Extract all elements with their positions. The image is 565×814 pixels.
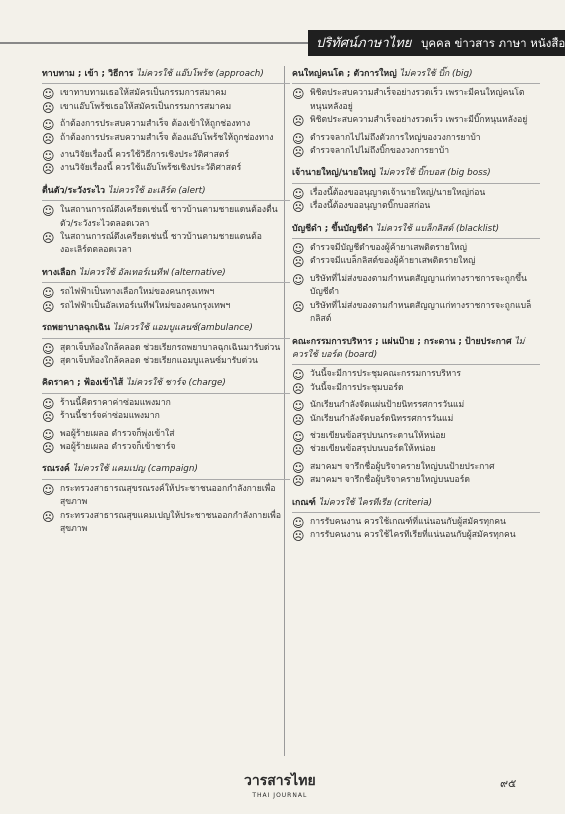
logo-main-text: วารสารไทย	[244, 773, 316, 789]
example-text: ถ้าต้องการประสบความสำเร็จ ต้องเข้าให้ถูกช่องทาง	[60, 119, 251, 130]
sad-face-icon: ☹	[292, 145, 305, 160]
sad-face-icon: ☹	[292, 529, 305, 544]
example-pair	[42, 397, 290, 424]
smiley-face-icon: ☺	[42, 286, 55, 301]
example-text: การรับคนงาน ควรใช้ไครทีเรียที่แน่นอนกับผู้สมัครทุกคน	[310, 530, 516, 541]
example-pair	[292, 273, 540, 327]
entry-heading	[292, 497, 540, 513]
example-text: ตำรวจมีแบล็กลิสต์ของผู้ค้ายาเสพติดรายใหญ่	[310, 256, 476, 267]
footer-logo	[244, 770, 316, 798]
entry-note: ไม่ควรใช้ แคมเปญ (campaign)	[72, 464, 198, 475]
sad-face-icon: ☹	[42, 354, 55, 369]
sad-face-icon: ☹	[292, 412, 305, 427]
incorrect-example	[292, 413, 540, 426]
example-text: ตำรวจลากไปไม่ถึงตัวการใหญ่ของวงการยาบ้า	[310, 132, 481, 143]
smiley-face-icon: ☺	[292, 242, 305, 257]
incorrect-example	[42, 355, 290, 368]
smiley-face-icon: ☺	[42, 149, 55, 164]
example-text: บริษัทที่ไม่ส่งของตามกำหนดสัญญาแก่ทางราชการจะถูกแบล็กลิสต์	[310, 300, 532, 325]
entry-term: บัญชีดำ ; ขึ้นบัญชีดำ	[292, 223, 374, 234]
smiley-face-icon: ☺	[42, 118, 55, 133]
smiley-face-icon: ☺	[292, 399, 305, 414]
entry-heading	[42, 68, 290, 84]
entry-note: ไม่ควรใช้ ชาร์จ (charge)	[126, 378, 226, 389]
incorrect-example	[42, 231, 290, 258]
correct-example	[42, 397, 290, 410]
smiley-face-icon: ☺	[42, 427, 55, 442]
example-text: พิชิตประสบความสำเร็จอย่างรวดเร็ว เพราะมีบิ๊กหนุนหลังอยู่	[310, 115, 528, 126]
entry-heading	[292, 336, 540, 366]
example-text: ในสถานการณ์ตึงเครียดเช่นนี้ ชาวบ้านตามชายแดนต้องตื่นตัว/ระวังระไวตลอดเวลา	[60, 205, 278, 229]
correct-example	[292, 461, 540, 474]
example-text: งานวิจัยเรื่องนี้ ควรใช้วิธีการเชิงประวัติศาสตร์	[60, 150, 230, 161]
example-pair	[42, 118, 290, 145]
incorrect-example	[292, 474, 540, 487]
entry-note: ไม่ควรใช้ แอมบูแลนซ์(ambulance)	[113, 323, 253, 334]
incorrect-example	[292, 200, 540, 213]
example-pair	[292, 132, 540, 159]
example-pair	[292, 368, 540, 395]
incorrect-example	[292, 114, 540, 127]
entry-note: ไม่ควรใช้ บิ๊ก (big)	[399, 69, 473, 79]
example-text: ถ้าต้องการประสบความสำเร็จ ต้องแอ๊บโพร้ชให้ถูกช่องทาง	[60, 132, 274, 143]
smiley-face-icon: ☺	[42, 341, 55, 356]
entry-note: ไม่ควรใช้ ไครทีเรีย (criteria)	[318, 497, 433, 508]
header-rule	[0, 42, 308, 44]
dictionary-entry	[42, 68, 290, 176]
example-pair	[42, 204, 290, 258]
entry-note: ไม่ควรใช้ แบล็กลิสต์ (blacklist)	[375, 223, 500, 234]
dictionary-entry	[42, 322, 290, 368]
example-pair	[292, 187, 540, 214]
entry-note: ไม่ควรใช้ บิ๊กบอส (big boss)	[378, 168, 491, 179]
example-pair	[42, 342, 290, 369]
example-text: เขาทาบทามเธอให้สมัครเป็นกรรมการสมาคม	[60, 88, 227, 99]
entry-heading	[292, 223, 540, 239]
correct-example	[292, 87, 540, 114]
example-text: เรื่องนี้ต้องขออนุญาตบิ๊กบอสก่อน	[310, 201, 431, 212]
incorrect-example	[292, 255, 540, 268]
entry-heading	[292, 68, 540, 84]
entry-term: ตื่นตัว/ระวังระไว	[42, 185, 106, 196]
sad-face-icon: ☹	[292, 255, 305, 270]
smiley-face-icon: ☺	[42, 396, 55, 411]
example-text: เขาแอ๊บโพร้ชเธอให้สมัครเป็นกรรมการสมาคม	[60, 101, 232, 112]
entry-note: ไม่ควรใช้ บอร์ด (board)	[292, 336, 525, 360]
example-text: ช่วยเขียนข้อสรุปบนบอร์ดให้หน่อย	[310, 444, 436, 455]
example-pair	[292, 87, 540, 127]
dictionary-entry	[292, 336, 540, 488]
entry-heading	[42, 267, 290, 283]
example-pair	[42, 286, 290, 313]
incorrect-example	[42, 162, 290, 175]
correct-example	[42, 149, 290, 162]
example-text: พอผู้ร้ายเผลอ ตำรวจก็พุ่งเข้าใส่	[60, 428, 175, 439]
example-text: พอผู้ร้ายเผลอ ตำรวจก็เข้าชาร์จ	[60, 441, 176, 452]
incorrect-example	[42, 441, 290, 454]
page-number: ๙๕	[500, 777, 517, 790]
correct-example	[42, 483, 290, 510]
correct-example	[292, 187, 540, 200]
smiley-face-icon: ☺	[42, 482, 55, 497]
correct-example	[42, 342, 290, 355]
example-text: การรับคนงาน ควรใช้เกณฑ์ที่แน่นอนกับผู้สมัครทุกคน	[310, 516, 506, 527]
example-text: สุดาเจ็บท้องใกล้คลอด ช่วยเรียกรถพยาบาลฉุกเฉินมารับด่วน	[60, 342, 281, 353]
example-text: ตำรวจลากไปไม่ถึงบิ๊กของวงการยาบ้า	[310, 146, 450, 157]
dictionary-entry	[292, 497, 540, 543]
correct-example	[42, 286, 290, 299]
example-pair	[292, 430, 540, 457]
dictionary-entry	[292, 68, 540, 158]
entry-term: รถพยาบาลฉุกเฉิน	[42, 323, 111, 334]
example-text: บริษัทที่ไม่ส่งของตามกำหนดสัญญาแก่ทางราชการจะถูกขึ้นบัญชีดำ	[310, 273, 527, 298]
example-text: นักเรียนกำลังจัดบอร์ดนิทรรศการวันแม่	[310, 413, 454, 424]
example-pair	[292, 399, 540, 426]
sad-face-icon: ☹	[292, 443, 305, 458]
example-text: วันนี้จะมีการประชุมบอร์ด	[310, 382, 404, 393]
smiley-face-icon: ☺	[292, 515, 305, 530]
smiley-face-icon: ☺	[42, 204, 55, 219]
example-pair	[292, 516, 540, 543]
entry-heading	[292, 167, 540, 183]
example-text: ตำรวจมีบัญชีดำของผู้ค้ายาเสพติดรายใหญ่	[310, 243, 467, 254]
dictionary-entry	[42, 463, 290, 536]
sad-face-icon: ☹	[42, 162, 55, 177]
dictionary-entry	[292, 167, 540, 213]
entry-note: ไม่ควรใช้ แอ๊บโพร้ช (approach)	[136, 69, 264, 79]
entry-term: เกณฑ์	[292, 497, 316, 508]
sad-face-icon: ☹	[42, 231, 55, 246]
page-header	[0, 0, 565, 60]
smiley-face-icon: ☺	[42, 87, 55, 102]
dictionary-entry	[42, 267, 290, 313]
smiley-face-icon: ☺	[292, 186, 305, 201]
sad-face-icon: ☹	[42, 440, 55, 455]
sad-face-icon: ☹	[42, 131, 55, 146]
entry-note: ไม่ควรใช้ อะเลิร์ต (alert)	[107, 185, 206, 196]
example-text: งานวิจัยเรื่องนี้ ควรใช้แอ๊บโพร้ชเชิงประวัติศาสตร์	[60, 163, 242, 174]
sad-face-icon: ☹	[292, 381, 305, 396]
sad-face-icon: ☹	[292, 114, 305, 129]
entry-term: ทาบทาม ; เข้า ; วิธีการ	[42, 69, 134, 79]
example-text: รถไฟฟ้าเป็นทางเลือกใหม่ของคนกรุงเทพฯ	[60, 287, 215, 298]
smiley-face-icon: ☺	[292, 460, 305, 475]
example-text: วันนี้จะมีการประชุมคณะกรรมการบริหาร	[310, 369, 461, 380]
entry-heading	[42, 322, 290, 338]
example-text: ในสถานการณ์ตึงเครียดเช่นนี้ ชาวบ้านตามชายแดนต้องอะเลิร์ตตลอดเวลา	[60, 232, 262, 256]
correct-example	[292, 516, 540, 529]
smiley-face-icon: ☺	[292, 131, 305, 146]
magazine-title: ปริทัศน์ภาษาไทย	[316, 36, 412, 51]
smiley-face-icon: ☺	[292, 429, 305, 444]
smiley-face-icon: ☺	[292, 87, 305, 102]
incorrect-example	[292, 529, 540, 542]
entry-term: คิดราคา ; ฟ้องเข้าไส้	[42, 378, 124, 389]
entry-term: คณะกรรมการบริหาร ; แผ่นป้าย ; กระดาน ; ป้ายประกาศ	[292, 336, 512, 347]
example-text: สุดาเจ็บท้องใกล้คลอด ช่วยเรียกแอมบูแลนซ์มารับด่วน	[60, 355, 258, 366]
entry-term: ทางเลือก	[42, 267, 77, 278]
incorrect-example	[292, 382, 540, 395]
example-text: รถไฟฟ้าเป็นอัลเทอร์เนทีฟใหม่ของคนกรุงเทพฯ	[60, 300, 231, 311]
dictionary-entry	[292, 223, 540, 327]
smiley-face-icon: ☺	[292, 272, 305, 287]
entry-heading	[42, 463, 290, 479]
correct-example	[42, 118, 290, 131]
incorrect-example	[42, 101, 290, 114]
incorrect-example	[292, 300, 540, 327]
incorrect-example	[42, 132, 290, 145]
sad-face-icon: ☹	[42, 299, 55, 314]
example-text: ร้านนี้ชาร์จค่าซ่อมแพงมาก	[60, 411, 160, 422]
correct-example	[42, 204, 290, 231]
correct-example	[292, 132, 540, 145]
example-pair	[42, 428, 290, 455]
entry-term: รณรงค์	[42, 464, 70, 475]
incorrect-example	[292, 145, 540, 158]
smiley-face-icon: ☺	[292, 368, 305, 383]
example-text: สมาคมฯ จารึกชื่อผู้บริจาครายใหญ่บนบอร์ด	[310, 475, 470, 486]
incorrect-example	[42, 300, 290, 313]
correct-example	[292, 273, 540, 300]
example-text: เรื่องนี้ต้องขออนุญาตเจ้านายใหญ่/นายใหญ่ก่อน	[310, 187, 486, 198]
incorrect-example	[42, 510, 290, 537]
dictionary-entry	[42, 377, 290, 454]
correct-example	[292, 399, 540, 412]
example-pair	[42, 483, 290, 537]
example-pair	[42, 87, 290, 114]
correct-example	[42, 428, 290, 441]
entry-note: ไม่ควรใช้ อัลเทอร์เนทีฟ (alternative)	[78, 267, 226, 278]
correct-example	[42, 87, 290, 100]
sad-face-icon: ☹	[42, 100, 55, 115]
logo-sub-text: THAI JOURNAL	[252, 792, 308, 799]
example-pair	[292, 461, 540, 488]
entry-heading	[42, 377, 290, 393]
example-text: กระทรวงสาธารณสุขแคมเปญให้ประชาชนออกกำลังกายเพื่อสุขภาพ	[60, 510, 282, 534]
section-title: บุคคล ข่าวสาร ภาษา หนังสือ	[421, 36, 565, 50]
correct-example	[292, 242, 540, 255]
example-text: กระทรวงสาธารณสุขรณรงค์ให้ประชาชนออกกำลังกายเพื่อสุขภาพ	[60, 483, 276, 508]
entry-heading	[42, 185, 290, 201]
example-text: ช่วยเขียนข้อสรุปบนกระดานให้หน่อย	[310, 430, 446, 441]
example-pair	[292, 242, 540, 269]
sad-face-icon: ☹	[292, 299, 305, 314]
header-band	[308, 30, 565, 56]
example-text: สมาคมฯ จารึกชื่อผู้บริจาครายใหญ่บนป้ายประกาศ	[310, 461, 495, 472]
entry-term: คนใหญ่คนโต ; ตัวการใหญ่	[292, 69, 397, 79]
entry-term: เจ้านายใหญ่/นายใหญ่	[292, 168, 376, 179]
sad-face-icon: ☹	[292, 200, 305, 215]
correct-example	[292, 430, 540, 443]
example-text: พิชิตประสบความสำเร็จอย่างรวดเร็ว เพราะมีคนใหญ่คนโตหนุนหลังอยู่	[310, 88, 525, 112]
right-column	[292, 68, 540, 552]
example-text: นักเรียนกำลังจัดแผ่นป้ายนิทรรศการวันแม่	[310, 400, 465, 411]
incorrect-example	[42, 410, 290, 423]
example-pair	[42, 149, 290, 176]
left-column	[42, 68, 290, 545]
correct-example	[292, 368, 540, 381]
sad-face-icon: ☹	[42, 410, 55, 425]
sad-face-icon: ☹	[292, 474, 305, 489]
sad-face-icon: ☹	[42, 509, 55, 524]
dictionary-entry	[42, 185, 290, 258]
example-text: ร้านนี้คิดราคาค่าซ่อมแพงมาก	[60, 397, 171, 408]
incorrect-example	[292, 443, 540, 456]
